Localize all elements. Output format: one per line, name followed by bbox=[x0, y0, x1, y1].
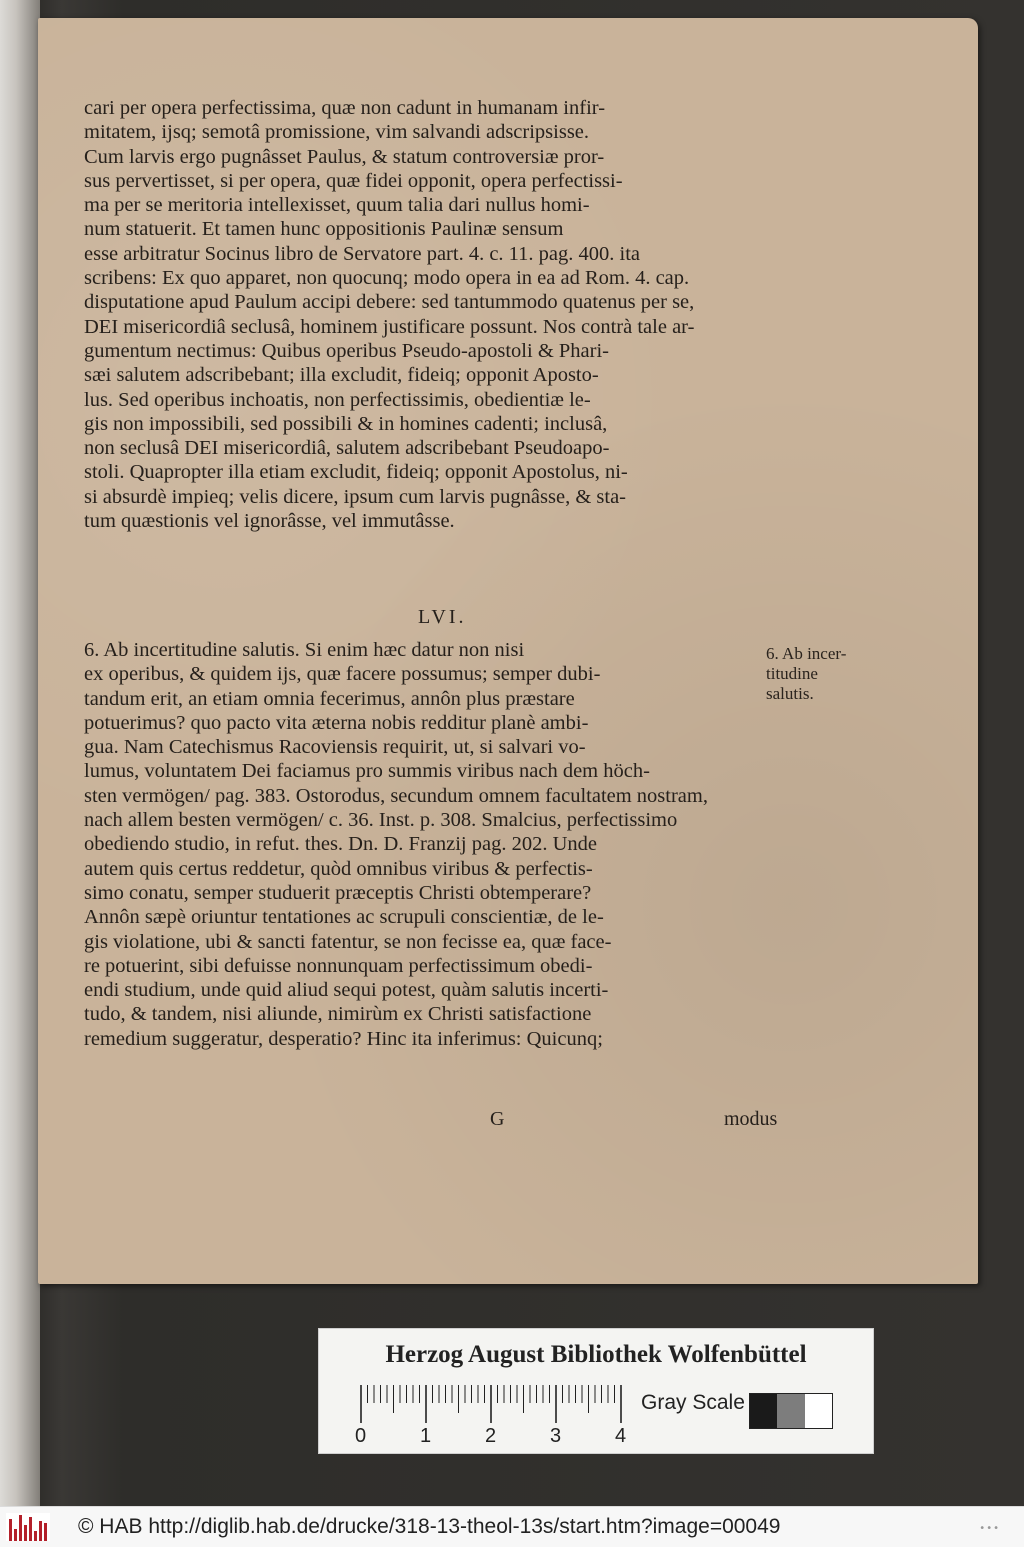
text-line: disputatione apud Paulum accipi debere: sed tantummodo quatenus per se, bbox=[84, 291, 695, 314]
ruler-scale bbox=[359, 1385, 629, 1425]
footer-bar bbox=[0, 1506, 1024, 1547]
ruler-number: 2 bbox=[485, 1425, 497, 1447]
hab-logo-icon bbox=[6, 1513, 50, 1541]
margin-note bbox=[766, 644, 876, 704]
text-line: lus. Sed operibus inchoatis, non perfectissimis, obedientiæ le- bbox=[84, 388, 591, 411]
text-line: simo conatu, semper studuerit præceptis Christi obtemperare? bbox=[84, 881, 592, 904]
ruler-number: 3 bbox=[550, 1425, 562, 1447]
text-line: ex operibus, & quidem ijs, quæ facere possumus; semper dubi- bbox=[84, 663, 601, 686]
text-line: cari per opera perfectissima, quæ non cadunt in humanam infir- bbox=[84, 97, 606, 119]
text-line: Cum larvis ergo pugnâsset Paulus, & statum controversiæ pror- bbox=[84, 145, 605, 168]
copyright-url[interactable]: © HAB http://diglib.hab.de/drucke/318-13-theol-13s/start.htm?image=00049 bbox=[78, 1515, 781, 1538]
margin-note-line: salutis. bbox=[766, 684, 814, 703]
book-spine-edge bbox=[0, 0, 40, 1506]
text-line: si absurdè impieq; velis dicere, ipsum cum larvis pugnâsse, & sta- bbox=[84, 485, 626, 508]
text-line: gua. Nam Catechismus Racoviensis requirit, ut, si salvari vo- bbox=[84, 736, 586, 759]
text-line: gis non impossibili, sed possibili & in homines cadenti; inclusâ, bbox=[84, 412, 608, 435]
signature-mark: G bbox=[490, 1108, 505, 1130]
ruler-number: 1 bbox=[420, 1425, 432, 1447]
library-title: Herzog August Bibliothek Wolfenbüttel bbox=[385, 1341, 807, 1368]
text-line: sten vermögen/ pag. 383. Ostorodus, secundum omnem facultatem nostram, bbox=[84, 784, 708, 807]
text-line: num statuerit. Et tamen hunc oppositionis Paulinæ sensum bbox=[84, 218, 564, 241]
gray-scale-swatches bbox=[749, 1393, 833, 1429]
gray-swatch bbox=[777, 1394, 804, 1428]
text-line: stoli. Quapropter illa etiam excludit, fideiq; opponit Apostolus, ni- bbox=[84, 461, 628, 484]
text-line: Annôn sæpè oriuntur tentationes ac scrupuli conscientiæ, de le- bbox=[84, 906, 604, 929]
color-target-card bbox=[318, 1328, 874, 1454]
text-line: autem quis certus reddetur, quòd omnibus viribus & perfectis- bbox=[84, 857, 593, 880]
gray-scale-label: Gray Scale bbox=[641, 1391, 745, 1414]
catchword: modus bbox=[724, 1108, 778, 1130]
gray-swatch bbox=[750, 1394, 777, 1428]
text-line: sus pervertisset, si per opera, quæ fidei opponit, opera perfectissi- bbox=[84, 169, 623, 192]
text-line: 6. Ab incertitudine salutis. Si enim hæc datur non nisi bbox=[84, 639, 525, 661]
book-page bbox=[38, 18, 978, 1284]
text-line: esse arbitratur Socinus libro de Servatore part. 4. c. 11. pag. 400. ita bbox=[84, 242, 641, 265]
body-text-part2 bbox=[84, 638, 784, 1051]
text-line: potuerimus? quo pacto vita æterna nobis redditur planè ambi- bbox=[84, 711, 589, 734]
text-line: scribens: Ex quo apparet, non quocunq; modo opera in ea ad Rom. 4. cap. bbox=[84, 267, 690, 290]
text-line: gis violatione, ubi & sancti fatentur, se non fecisse ea, quæ face- bbox=[84, 930, 612, 953]
text-line: sæi salutem adscribebant; illa excludit, fideiq; opponit Aposto- bbox=[84, 364, 599, 387]
text-line: gumentum nectimus: Quibus operibus Pseudo-apostoli & Phari- bbox=[84, 339, 609, 362]
ruler-number: 4 bbox=[615, 1425, 627, 1447]
text-line: DEI misericordiâ seclusâ, hominem justificare possunt. Nos contrà tale ar- bbox=[84, 315, 695, 338]
text-line: re potuerint, sibi defuisse nonnunquam perfectissimum obedi- bbox=[84, 954, 593, 977]
text-line: remedium suggeratur, desperatio? Hinc ita inferimus: Quicunq; bbox=[84, 1027, 603, 1050]
text-line: tudo, & tandem, nisi aliunde, nimirùm ex Christi satisfactione bbox=[84, 1003, 592, 1026]
text-line: obediendo studio, in refut. thes. Dn. D. Franzij pag. 202. Unde bbox=[84, 833, 597, 856]
ruler-numbers bbox=[355, 1425, 655, 1449]
margin-note-line: 6. Ab incer- bbox=[766, 644, 847, 663]
text-line: ma per se meritoria intellexisset, quum talia dari nullus homi- bbox=[84, 194, 590, 217]
text-line: non seclusâ DEI misericordiâ, salutem adscribebant Pseudoapo- bbox=[84, 437, 610, 460]
section-number: LVI. bbox=[418, 606, 467, 628]
gray-swatch bbox=[805, 1394, 832, 1428]
text-line: tandum erit, an etiam omnia fecerimus, annôn plus præstare bbox=[84, 687, 575, 710]
text-line: lumus, voluntatem Dei faciamus pro summis viribus nach dem höch- bbox=[84, 760, 650, 783]
ruler-number: 0 bbox=[355, 1425, 367, 1447]
more-icon[interactable]: ••• bbox=[979, 1523, 1000, 1534]
body-text-part1 bbox=[84, 96, 784, 533]
text-line: nach allem besten vermögen/ c. 36. Inst. p. 308. Smalcius, perfectissimo bbox=[84, 809, 678, 832]
text-line: mitatem, ijsq; semotâ promissione, vim salvandi adscripsisse. bbox=[84, 121, 590, 144]
text-line: tum quæstionis vel ignorâsse, vel immutâsse. bbox=[84, 510, 455, 533]
margin-note-line: titudine bbox=[766, 664, 818, 683]
text-line: endi studium, unde quid aliud sequi potest, quàm salutis incerti- bbox=[84, 979, 609, 1002]
